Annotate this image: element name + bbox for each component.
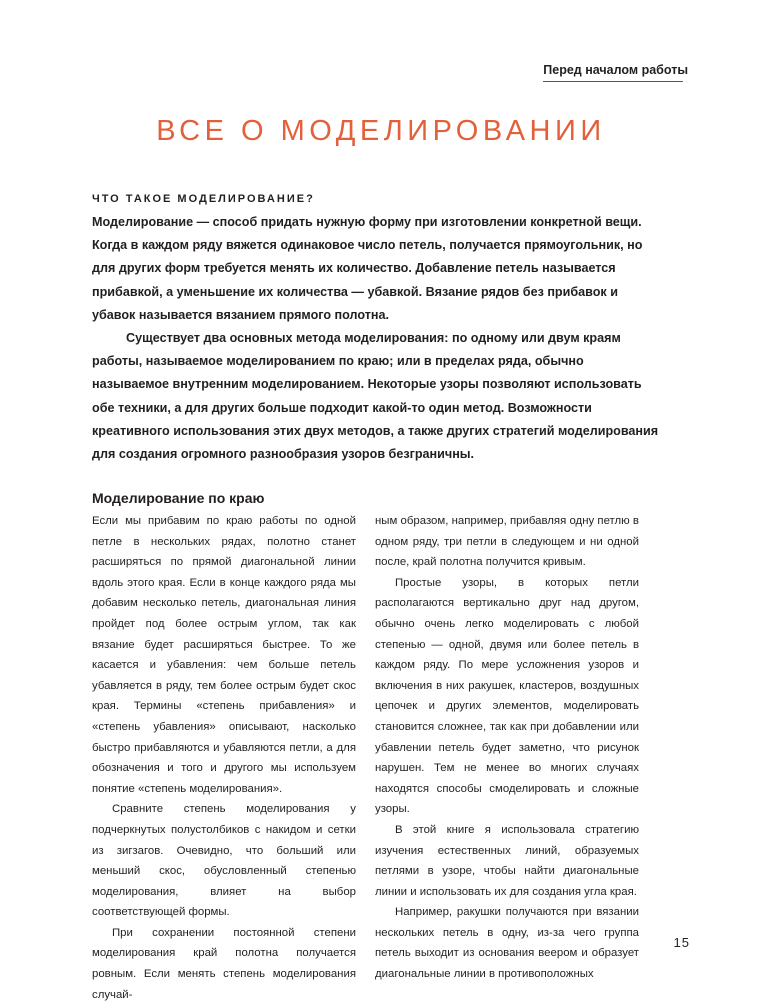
page-title: ВСЕ О МОДЕЛИРОВАНИИ — [156, 115, 606, 148]
right-column — [375, 511, 639, 985]
subsection-heading: Моделирование по краю — [92, 490, 265, 506]
body-paragraph: При сохранении постоянной степени моделирования край полотна получается ровным. Если менять степень моделирования случай- — [92, 926, 356, 1001]
body-paragraph: Простые узоры, в которых петли располагаются вертикально друг над другом, обычно очень легко моделировать с любой степенью — одной, двумя или более петель в каждом ряду. По мере усложнения узоров и включения в них ракушек, кластеров, воздушных цепочек и других элементов, моделировать становится сложнее, так как при добавлении или убавлении петель будет заметно, что рисунок нарушен. Тем не менее во многих случаях находятся способы смоделировать и сложные узоры. — [375, 576, 639, 816]
body-paragraph: В этой книге я использовала стратегию изучения естественных линий, образуемых петлями в узоре, чтобы найти диагональные линии и использовать их для создания угла края. — [375, 823, 639, 898]
intro-paragraph: Моделирование — способ придать нужную форму при изготовлении конкретной вещи. Когда в каждом ряду вяжется одинаковое число петель, получается прямоугольник, но для других форм требуется менять их количество. Добавление петель называется прибавкой, а уменьшение их количества — убавкой. Вязание рядов без прибавок и убавок называется вязанием прямого полотна. — [92, 215, 643, 322]
body-paragraph: Например, ракушки получаются при вязании нескольких петель в одну, из-за чего группа петель выходит из основания веером и образует диагональные линии в противоположных — [375, 906, 639, 981]
header-rule — [543, 81, 683, 82]
header-section-label: Перед началом работы — [543, 63, 688, 77]
body-paragraph: ным образом, например, прибавляя одну петлю в одном ряду, три петли в следующем и ни одной после, край полотна получится кривым. — [375, 515, 639, 569]
intro-block — [92, 211, 662, 466]
intro-paragraph: Существует два основных метода моделирования: по одному или двум краям работы, называемое моделированием по краю; или в пределах ряда, обычно называемое внутренним моделированием. Некоторые узоры позволяют использовать обе техники, а для других больше подходит какой-то один метод. Возможности креативного использования этих двух методов, а также других стратегий моделирования для создания огромного разнообразия узоров безграничны. — [92, 331, 659, 462]
body-paragraph: Сравните степень моделирования у подчеркнутых полустолбиков с накидом и сетки из зигзагов. Очевидно, что больший или меньший скос, обусловленный степенью моделирования, влияет на выбор соответствующей формы. — [92, 803, 356, 919]
left-column — [92, 511, 356, 1005]
section-heading: ЧТО ТАКОЕ МОДЕЛИРОВАНИЕ? — [92, 193, 315, 205]
page-number: 15 — [673, 935, 690, 950]
body-paragraph: Если мы прибавим по краю работы по одной петле в нескольких рядах, полотно станет расширяться по прямой диагональной линии вдоль этого края. Если в конце каждого ряда мы добавим несколько петель, диагональная линия пройдет под более острым углом, так как вязание будет расширяться быстрее. То же касается и убавления: чем больше петель убавляется в ряду, тем более острым будет скос края. Термины «степень прибавления» и «степень убавления» описывают, насколько быстро прибавляются и убавляются петли, а для обозначения и того и другого мы используем понятие «степень моделирования». — [92, 515, 356, 795]
